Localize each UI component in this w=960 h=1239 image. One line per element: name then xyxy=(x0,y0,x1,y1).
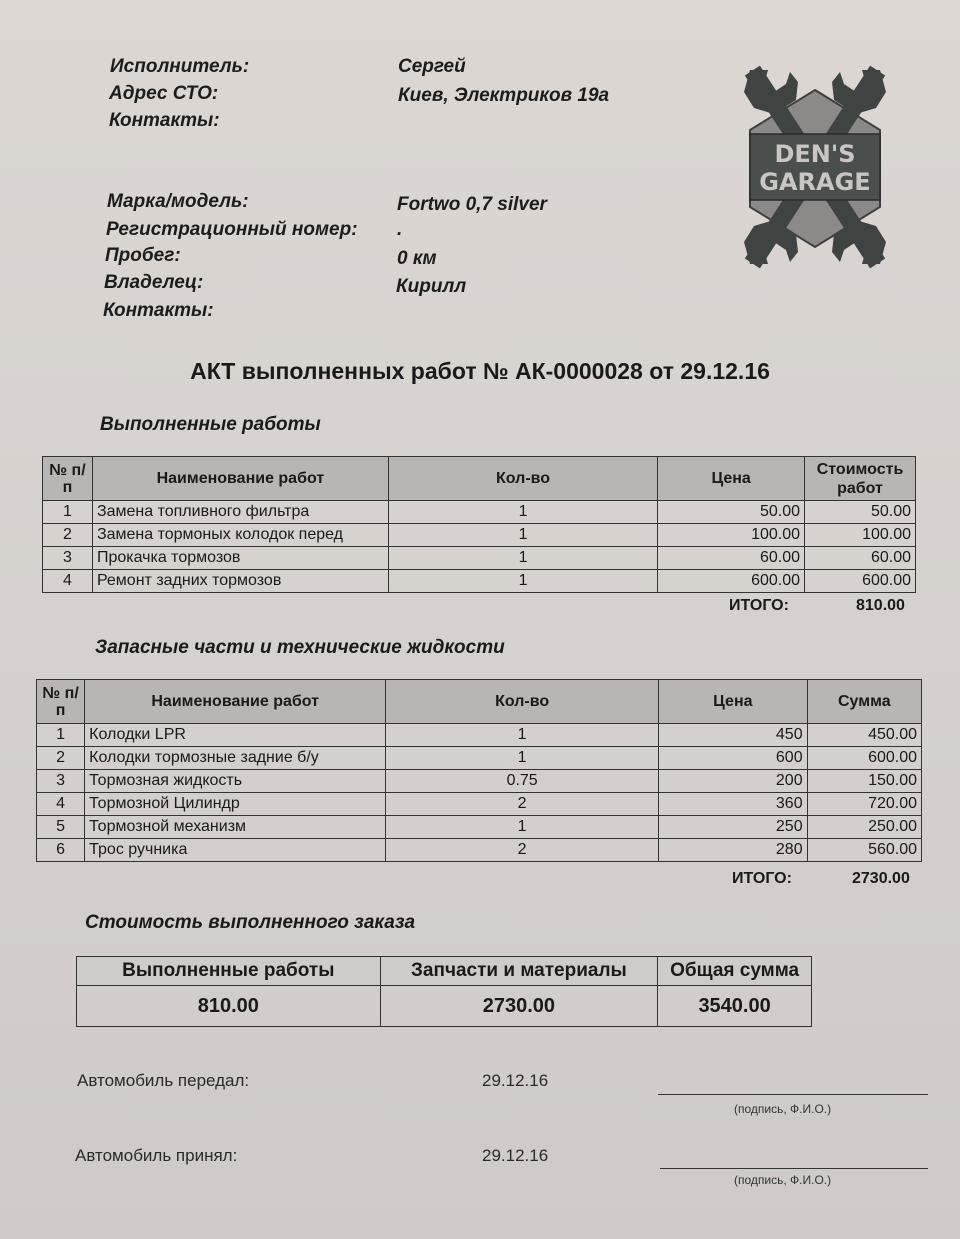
handed-date: 29.12.16 xyxy=(482,1071,549,1090)
received-signature-hint: (подпись, Ф.И.О.) xyxy=(734,1173,832,1187)
row-sum: 250.00 xyxy=(807,816,921,839)
row-sum: 600.00 xyxy=(807,747,921,770)
works-total-value: 810.00 xyxy=(856,597,905,614)
logo-line1: DEN'S xyxy=(774,140,856,168)
row-name: Трос ручника xyxy=(85,839,386,862)
row-num: 2 xyxy=(43,524,93,547)
row-price: 100.00 xyxy=(658,524,805,547)
table-row xyxy=(37,747,922,770)
summary-table xyxy=(76,956,812,1027)
row-qty: 1 xyxy=(386,724,659,747)
executor-label: Исполнитель: xyxy=(110,56,250,77)
table-row xyxy=(43,570,916,593)
works-col-name: Наименование работ xyxy=(92,457,388,501)
row-num: 4 xyxy=(43,570,93,593)
contacts2-label: Контакты: xyxy=(103,300,214,321)
parts-col-price: Цена xyxy=(659,680,808,724)
parts-total-label: ИТОГО: xyxy=(732,870,792,887)
owner-value: Кирилл xyxy=(396,276,467,297)
parts-table xyxy=(36,679,922,862)
row-num: 6 xyxy=(37,839,85,862)
summary-total-value: 3540.00 xyxy=(658,986,812,1027)
works-table xyxy=(42,456,916,593)
row-sum: 720.00 xyxy=(807,793,921,816)
row-cost: 50.00 xyxy=(805,501,916,524)
summary-col-total: Общая сумма xyxy=(658,957,812,986)
row-price: 600 xyxy=(659,747,808,770)
summary-col-parts: Запчасти и материалы xyxy=(380,957,658,986)
row-qty: 1 xyxy=(388,501,657,524)
works-col-price: Цена xyxy=(658,457,805,501)
row-num: 3 xyxy=(37,770,85,793)
parts-col-num: № п/п xyxy=(37,680,85,724)
row-price: 250 xyxy=(659,816,808,839)
table-row xyxy=(37,839,922,862)
row-num: 1 xyxy=(43,501,93,524)
row-price: 280 xyxy=(659,839,808,862)
table-row xyxy=(37,770,922,793)
row-qty: 1 xyxy=(386,816,659,839)
executor-value: Сергей xyxy=(398,56,466,77)
works-section-title: Выполненные работы xyxy=(100,414,321,435)
row-name: Колодки тормозные задние б/у xyxy=(85,747,386,770)
parts-total-value: 2730.00 xyxy=(852,870,910,887)
row-qty: 2 xyxy=(386,793,659,816)
received-date: 29.12.16 xyxy=(482,1146,549,1165)
table-row xyxy=(37,793,922,816)
regnum-value: . xyxy=(397,219,403,240)
row-qty: 1 xyxy=(388,524,657,547)
address-label: Адрес СТО: xyxy=(109,83,219,104)
summary-works-value: 810.00 xyxy=(77,986,381,1027)
works-total-label: ИТОГО: xyxy=(729,597,789,614)
logo-line2: GARAGE xyxy=(759,168,871,196)
row-name: Тормозной Цилиндр xyxy=(85,793,386,816)
works-col-cost: Стоимость работ xyxy=(805,457,916,501)
parts-col-qty: Кол-во xyxy=(386,680,659,724)
summary-col-works: Выполненные работы xyxy=(77,957,381,986)
row-name: Тормозной механизм xyxy=(85,816,386,839)
row-name: Прокачка тормозов xyxy=(92,547,388,570)
parts-col-sum: Сумма xyxy=(807,680,921,724)
row-num: 4 xyxy=(37,793,85,816)
row-sum: 450.00 xyxy=(807,724,921,747)
parts-section-title: Запасные части и технические жидкости xyxy=(95,637,505,658)
address-value: Киев, Электриков 19а xyxy=(398,85,610,106)
received-signature-line xyxy=(660,1168,928,1169)
row-num: 2 xyxy=(37,747,85,770)
row-price: 360 xyxy=(659,793,808,816)
row-name: Тормозная жидкость xyxy=(85,770,386,793)
row-qty: 1 xyxy=(388,570,657,593)
mileage-label: Пробег: xyxy=(105,245,181,266)
row-num: 5 xyxy=(37,816,85,839)
received-label: Автомобиль принял: xyxy=(75,1146,238,1165)
summary-parts-value: 2730.00 xyxy=(380,986,658,1027)
contacts-label: Контакты: xyxy=(109,110,220,131)
row-sum: 560.00 xyxy=(807,839,921,862)
row-price: 200 xyxy=(659,770,808,793)
brand-label: Марка/модель: xyxy=(107,191,249,212)
handed-signature-line xyxy=(658,1094,928,1095)
row-cost: 600.00 xyxy=(805,570,916,593)
row-qty: 1 xyxy=(388,547,657,570)
table-row xyxy=(43,501,916,524)
row-qty: 2 xyxy=(386,839,659,862)
table-row xyxy=(43,547,916,570)
row-price: 600.00 xyxy=(658,570,805,593)
row-price: 50.00 xyxy=(658,501,805,524)
row-price: 60.00 xyxy=(658,547,805,570)
regnum-label: Регистрационный номер: xyxy=(106,219,358,240)
works-col-qty: Кол-во xyxy=(388,457,657,501)
row-name: Замена топливного фильтра xyxy=(92,501,388,524)
row-qty: 0.75 xyxy=(386,770,659,793)
row-num: 3 xyxy=(43,547,93,570)
row-price: 450 xyxy=(659,724,808,747)
dens-garage-logo xyxy=(740,62,890,272)
handed-signature-hint: (подпись, Ф.И.О.) xyxy=(734,1102,832,1116)
document-title: АКТ выполненных работ № АК-0000028 от 29.12.16 xyxy=(190,358,770,384)
mileage-value: 0 км xyxy=(397,248,437,269)
parts-col-name: Наименование работ xyxy=(85,680,386,724)
table-row xyxy=(43,524,916,547)
row-sum: 150.00 xyxy=(807,770,921,793)
row-qty: 1 xyxy=(386,747,659,770)
handed-label: Автомобиль передал: xyxy=(77,1071,250,1090)
row-cost: 100.00 xyxy=(805,524,916,547)
table-row xyxy=(37,816,922,839)
brand-value: Fortwo 0,7 silver xyxy=(397,194,547,215)
row-num: 1 xyxy=(37,724,85,747)
owner-label: Владелец: xyxy=(104,272,204,293)
summary-section-title: Стоимость выполненного заказа xyxy=(85,912,416,933)
row-name: Колодки LPR xyxy=(85,724,386,747)
works-col-num: № п/п xyxy=(43,457,93,501)
row-name: Замена тормоных колодок перед xyxy=(92,524,388,547)
row-name: Ремонт задних тормозов xyxy=(92,570,388,593)
row-cost: 60.00 xyxy=(805,547,916,570)
table-row xyxy=(37,724,922,747)
